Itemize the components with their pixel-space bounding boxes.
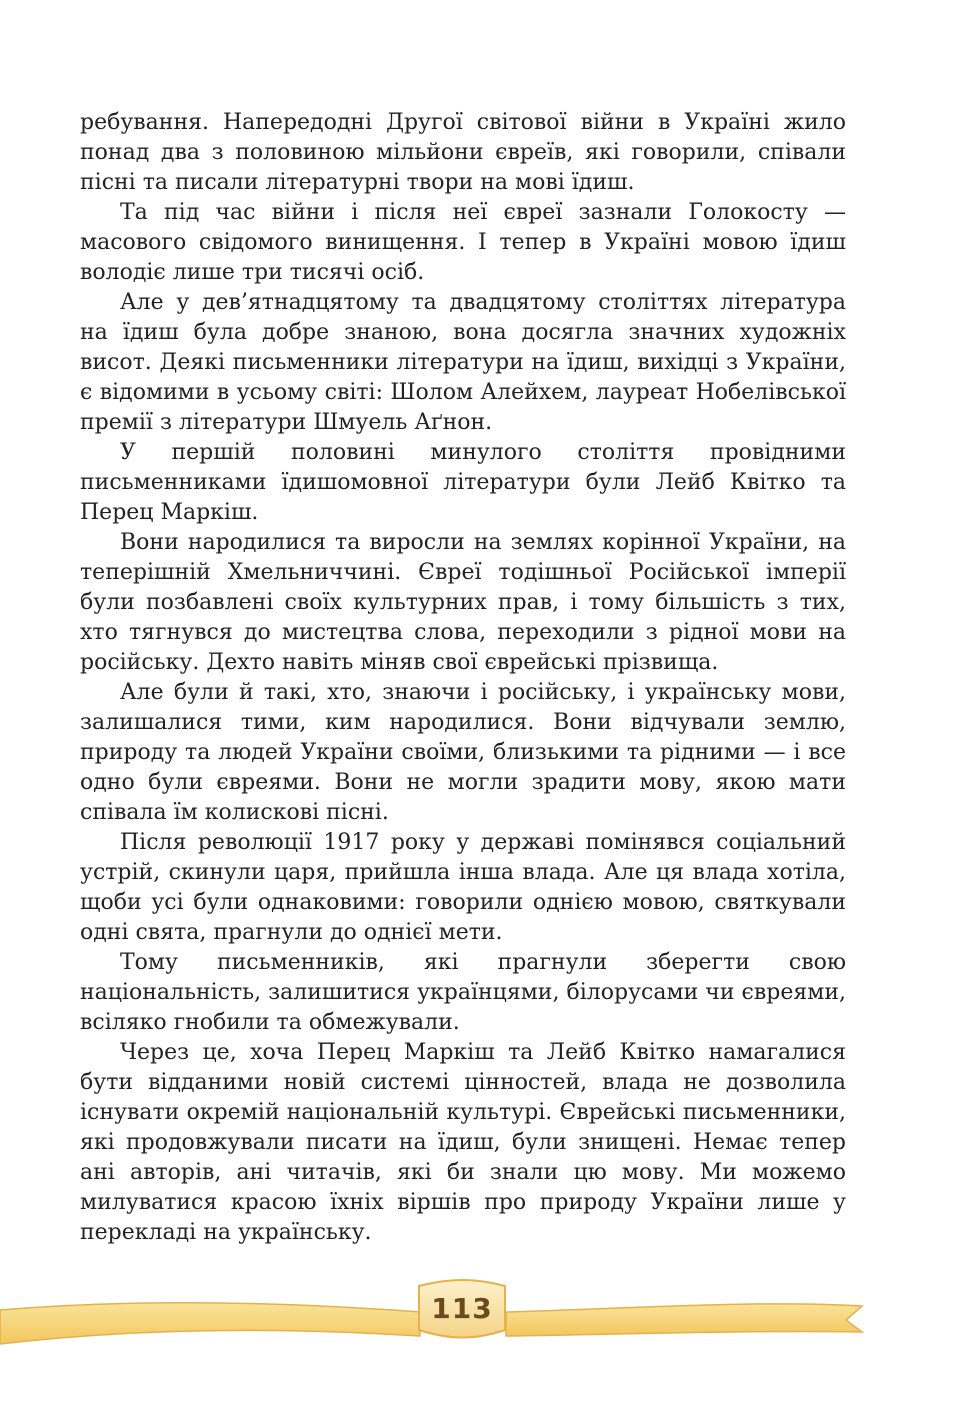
- paragraph: Через це, хоча Перец Маркіш та Лейб Квітко намагалися бути відданими новій системі цінностей, влада не дозволила існувати окремій національній культурі. Єврейські письменники, які продовжували писати на їдиш, були знищені. Немає тепер ані авторів, ані читачів, які би знали цю мову. Ми можемо милуватися красою їхніх віршів про природу України лише у перекладі на українську.: [80, 1040, 846, 1245]
- paragraph: Тому письменників, які прагнули зберегти свою національність, залишитися українцями, білорусами чи євреями, всіляко гнобили та обмежували.: [80, 950, 846, 1035]
- paragraph: У першій половині минулого століття провідними письменниками їдишомовної літератури були Лейб Квітко та Перец Маркіш.: [80, 440, 846, 525]
- paragraph: Після революції 1917 року у державі помінявся соціальний устрій, скинули царя, прийшла інша влада. Але ця влада хотіла, щоби усі були однаковими: говорили однією мовою, святкували одні свята, прагнули до однієї мети.: [80, 830, 846, 945]
- paragraph: Але були й такі, хто, знаючи і російську, і українську мови, залишалися тими, ким народилися. Вони відчували землю, природу та людей України своїми, близькими та рідними — і все одно були євреями. Вони не могли зрадити мову, якою мати співала їм колискові пісні.: [80, 680, 846, 825]
- paragraph: Та під час війни і після неї євреї зазнали Голокосту — масового свідомого винищення. І тепер в Україні мовою їдиш володіє лише три тисячі осіб.: [80, 200, 846, 285]
- page-number: 113: [431, 1291, 493, 1325]
- paragraph: ребування. Напередодні Другої світової війни в Україні жило понад два з половиною мільйони євреїв, які говорили, співали пісні та писали літературні твори на мові їдиш.: [80, 110, 846, 195]
- paragraph: Вони народилися та виросли на землях корінної України, на теперішній Хмельниччині. Євреї тодішньої Російської імперії були позбавлені своїх культурних прав, і тому більшість з тих, хто тягнувся до мистецтва слова, переходили з рідної мови на російську. Дехто навіть міняв свої єврейські прізвища.: [80, 530, 846, 675]
- paragraph: Але у дев’ятнадцятому та двадцятому століттях література на їдиш була добре знаною, вона досягла значних художніх висот. Деякі письменники літератури на їдиш, вихідці з України, є відомими в усьому світі: Шолом Алейхем, лауреат Нобелівської премії з літератури Шмуель Аґнон.: [80, 290, 846, 435]
- body-text: [80, 108, 846, 1248]
